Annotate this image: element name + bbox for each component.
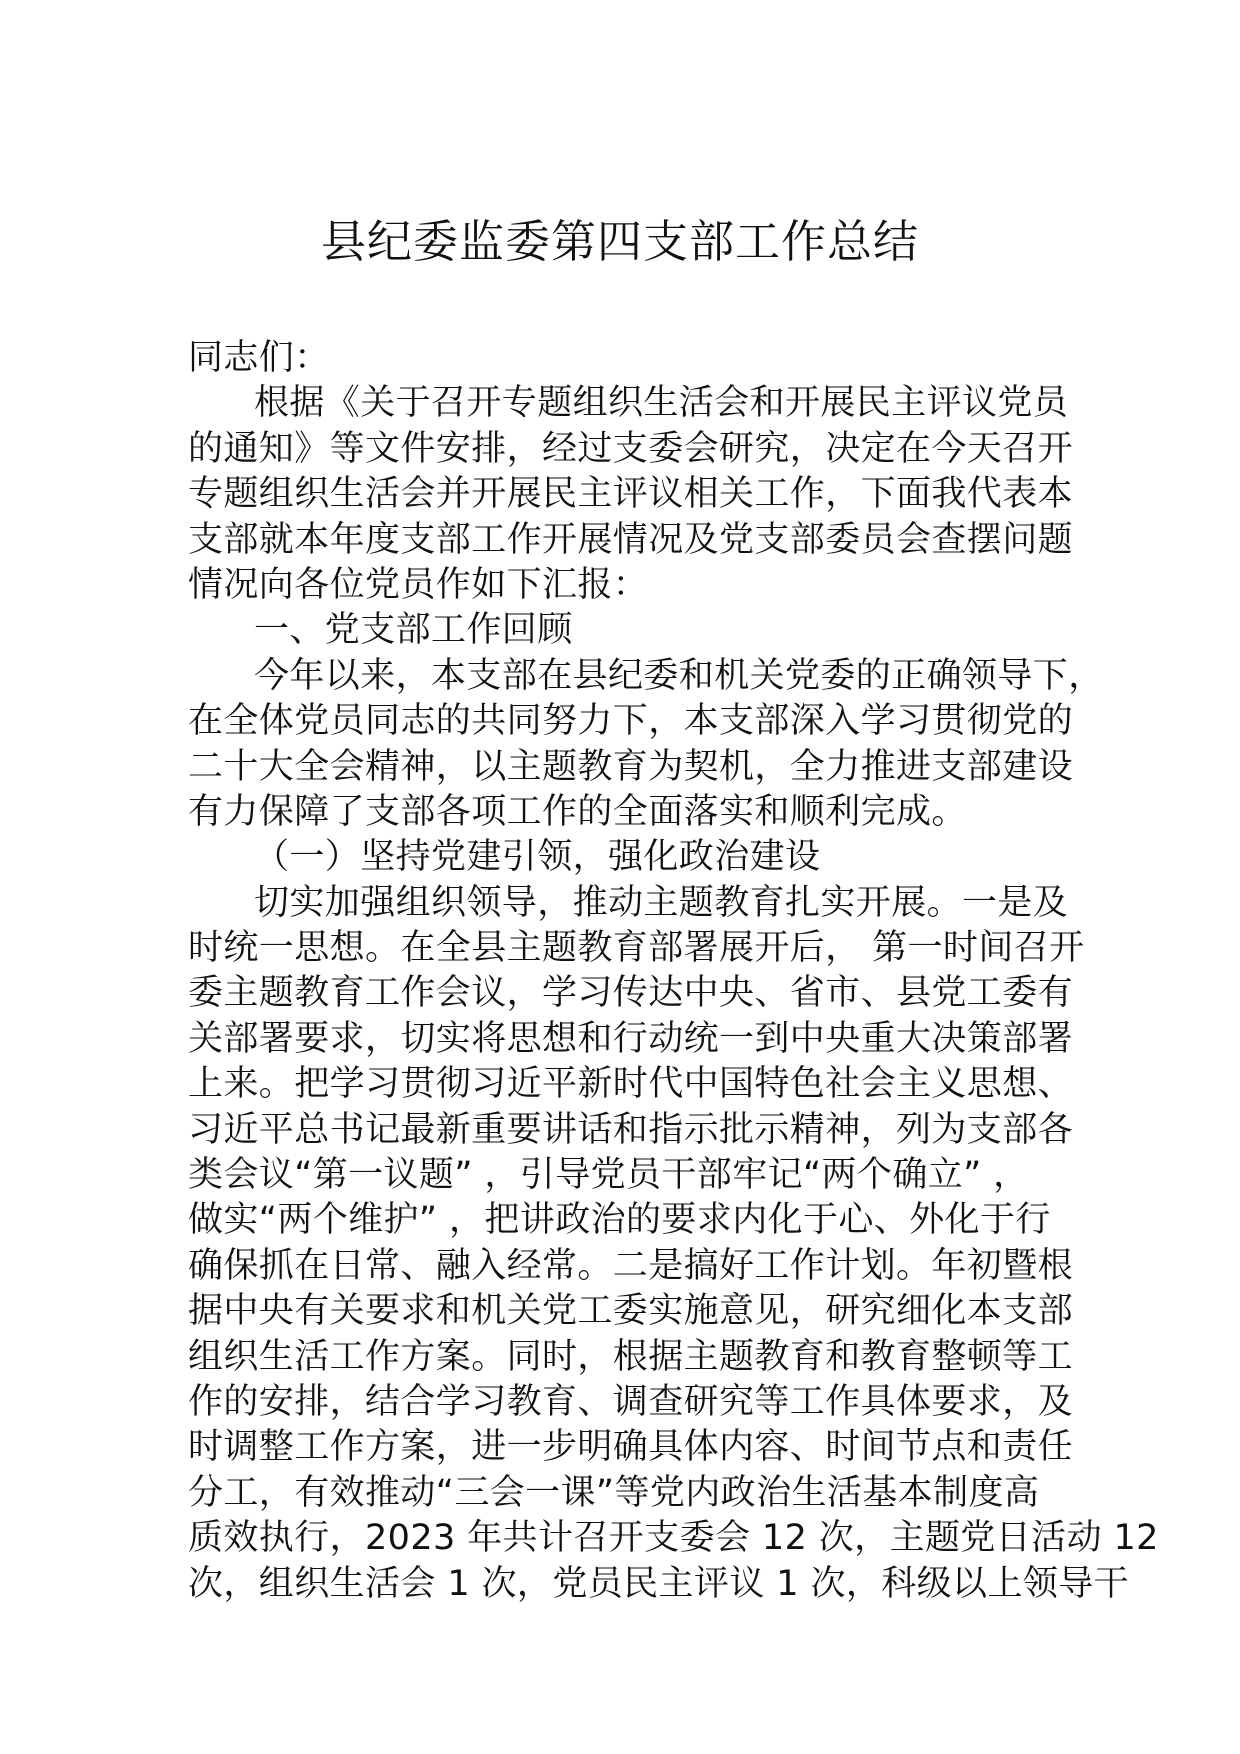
document-line: 习近平总书记最新重要讲话和指示批示精神，列为支部各 bbox=[188, 1109, 1074, 1150]
document-line: 在全体党员同志的共同努力下，本支部深入学习贯彻党的 bbox=[188, 701, 1074, 742]
document-line: 时统一思想。在全县主题教育部署展开后， 第一时间召开 bbox=[188, 928, 1085, 969]
document-line: 上来。把学习贯彻习近平新时代中国特色社会主义思想、 bbox=[188, 1064, 1074, 1105]
document-line: 关部署要求，切实将思想和行动统一到中央重大决策部署 bbox=[188, 1018, 1074, 1059]
document-line: 次，组织生活会 1 次，党员民主评议 1 次，科级以上领导干 bbox=[188, 1563, 1130, 1604]
document-line: 切实加强组织领导，推动主题教育扎实开展。一是及 bbox=[254, 882, 1069, 923]
document-line: 一、党支部工作回顾 bbox=[254, 610, 573, 651]
document-line: 委主题教育工作会议，学习传达中央、省市、县党工委有 bbox=[188, 973, 1074, 1014]
document-line: 专题组织生活会并开展民主评议相关工作，下面我代表本 bbox=[188, 474, 1074, 515]
document-line: 今年以来，本支部在县纪委和机关党委的正确领导下， bbox=[254, 655, 1104, 696]
document-line: 组织生活工作方案。同时，根据主题教育和教育整顿等工 bbox=[188, 1336, 1074, 1377]
document-line: 作的安排，结合学习教育、调查研究等工作具体要求，及 bbox=[188, 1381, 1074, 1422]
document-line: 二十大全会精神，以主题教育为契机，全力推进支部建设 bbox=[188, 746, 1074, 787]
document-body bbox=[188, 336, 1159, 1607]
document-line: 有力保障了支部各项工作的全面落实和顺利完成。 bbox=[188, 791, 967, 832]
document-line: （一）坚持党建引领，强化政治建设 bbox=[254, 837, 821, 878]
document-line: 据中央有关要求和机关党工委实施意见，研究细化本支部 bbox=[188, 1291, 1074, 1332]
document-line: 时调整工作方案，进一步明确具体内容、时间节点和责任 bbox=[188, 1427, 1074, 1468]
document-line: 质效执行，2023 年共计召开支委会 12 次，主题党日活动 12 bbox=[188, 1518, 1159, 1559]
document-line: 支部就本年度支部工作开展情况及党支部委员会查摆问题 bbox=[188, 519, 1074, 560]
document-line: 情况向各位党员作如下汇报： bbox=[188, 564, 649, 605]
document-line: 根据《关于召开专题组织生活会和开展民主评议党员 bbox=[254, 383, 1069, 424]
document-line: 分工，有效推动“三会一课”等党内政治生活基本制度高 bbox=[188, 1472, 1040, 1513]
document-line: 同志们： bbox=[188, 338, 330, 378]
document-line: 做实“两个维护” ，把讲政治的要求内化于心、外化于行 bbox=[188, 1200, 1051, 1241]
document-line: 的通知》等文件安排，经过支委会研究，决定在今天召开 bbox=[188, 428, 1074, 469]
document-line: 确保抓在日常、融入经常。二是搞好工作计划。年初暨根 bbox=[188, 1245, 1074, 1286]
document-line: 类会议“第一议题” ，引导党员干部牢记“两个确立” ， bbox=[188, 1155, 1029, 1196]
document-title: 县纪委监委第四支部工作总结 bbox=[320, 215, 919, 268]
